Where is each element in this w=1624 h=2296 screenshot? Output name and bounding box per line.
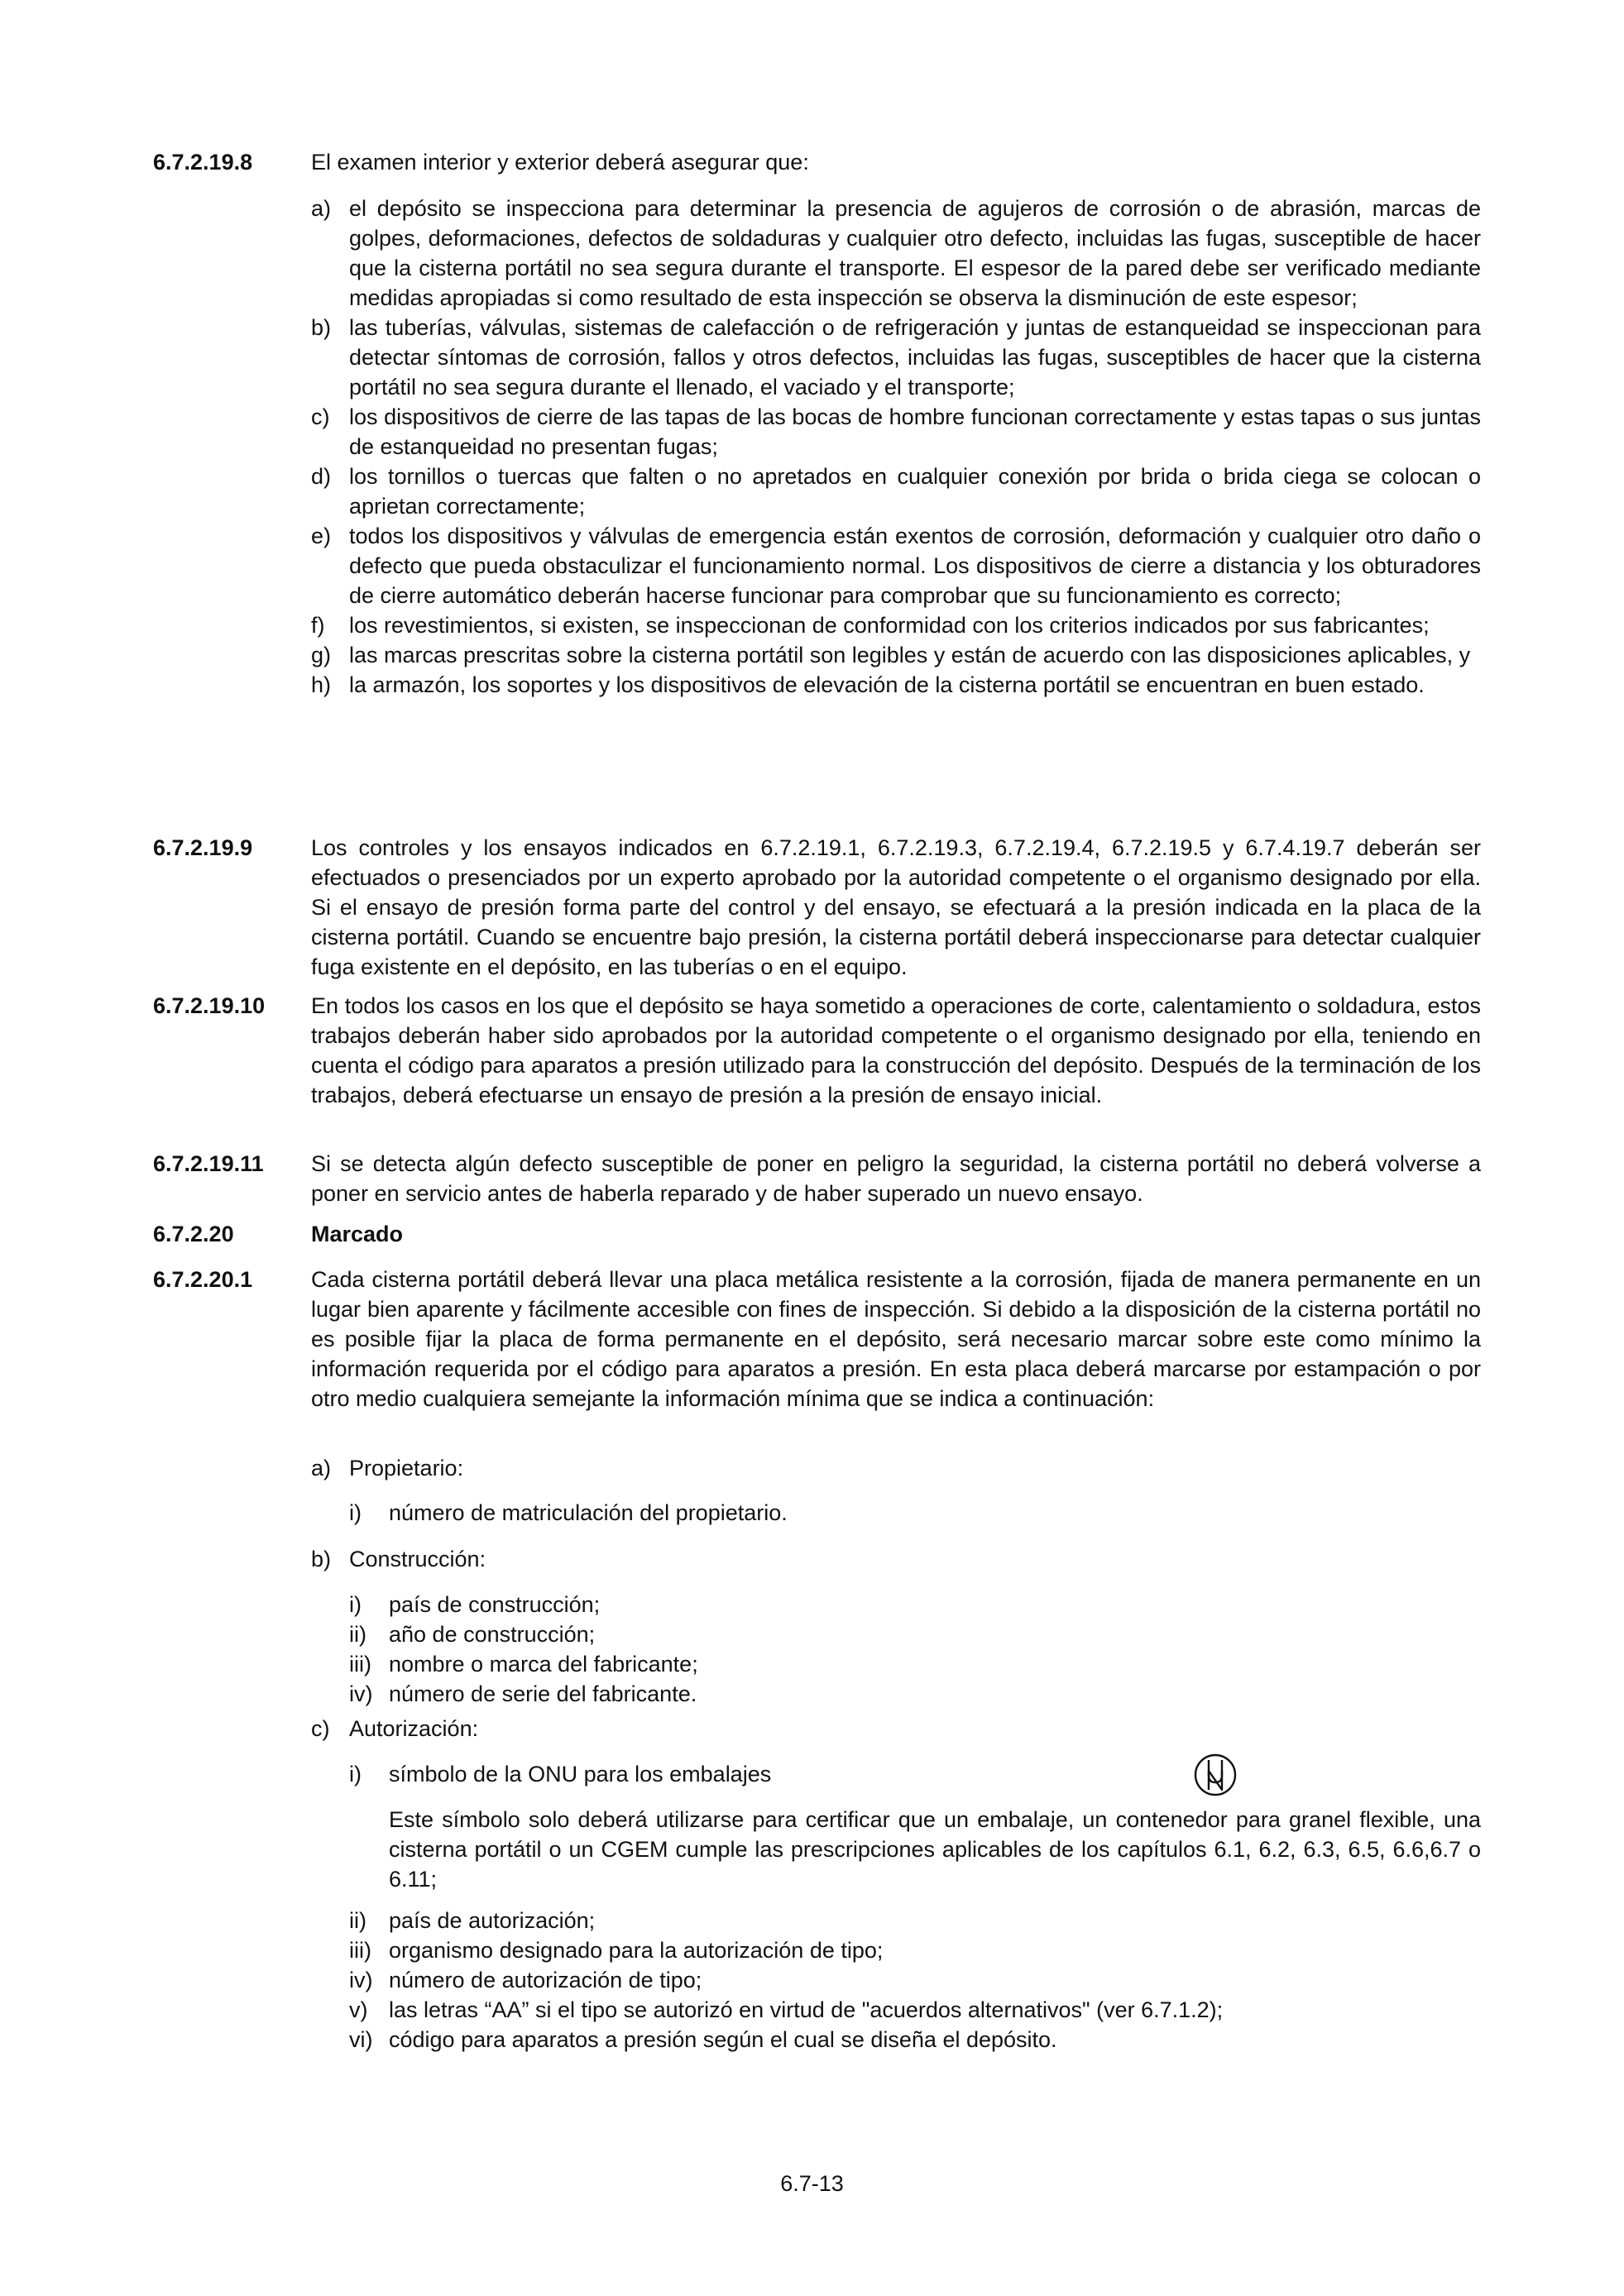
list-item — [349, 1590, 1481, 1619]
list-text: las marcas prescritas sobre la cisterna portátil son legibles y están de acuerdo con las disposiciones aplicables, y — [349, 643, 1471, 667]
subsection-construccion — [311, 1544, 1481, 1574]
autorizacion-list — [0, 1906, 1624, 2054]
list-item — [311, 670, 1481, 700]
list-text: todos los dispositivos y válvulas de emergencia están exentos de corrosión, deformación y cualquier otro daño o defecto que pueda obstaculizar el funcionamiento normal. Los dispositivos de cierre a distancia y los obturadores de cierre automático deberán hacerse funcionar para comprobar que su funcionamiento es correcto; — [349, 524, 1481, 608]
list-item — [311, 402, 1481, 462]
list-label: ii) — [349, 1908, 366, 1933]
list-text: número de matriculación del propietario. — [389, 1500, 788, 1525]
section-number: 6.7.2.19.9 — [153, 835, 253, 860]
list-item — [311, 640, 1481, 670]
list-text: número de autorización de tipo; — [389, 1968, 702, 1992]
list-label: b) — [311, 1547, 332, 1571]
list-label: c) — [311, 404, 330, 429]
section-number: 6.7.2.20.1 — [153, 1267, 253, 1292]
list-text: país de autorización; — [389, 1908, 596, 1933]
list-label: f) — [311, 613, 325, 638]
construccion-list — [0, 1590, 1624, 1709]
inspection-list — [0, 194, 1624, 700]
list-text: nombre o marca del fabricante; — [389, 1652, 698, 1677]
list-item — [311, 313, 1481, 402]
list-label: iv) — [349, 1681, 373, 1706]
list-label: iii) — [349, 1938, 371, 1963]
section-text: En todos los casos en los que el depósito se haya sometido a operaciones de corte, calentamiento o soldadura, estos trabajos deberán haber sido aprobados por la autoridad competente o el organismo designado por ella, teniendo en cuenta el código para aparatos a presión utilizado para la construcción del depósito. Después de la terminación de los trabajos, deberá efectuarse un ensayo de presión a la presión de ensayo inicial. — [311, 993, 1481, 1107]
list-text: las tuberías, válvulas, sistemas de calefacción o de refrigeración y juntas de estanqueidad se inspeccionan para detectar síntomas de corrosión, fallos y otros defectos, incluidas las fugas, susceptibles de hacer que la cisterna portátil no sea segura durante el llenado, el vaciado y el transporte; — [349, 315, 1481, 399]
section-6-7-2-20 — [0, 1219, 1624, 1249]
list-label: i) — [349, 1592, 362, 1617]
section-number: 6.7.2.19.8 — [153, 150, 253, 175]
section-number: 6.7.2.20 — [153, 1222, 234, 1246]
section-text: Cada cisterna portátil deberá llevar una placa metálica resistente a la corrosión, fijada de manera permanente en un lugar bien aparente y fácilmente accesible con fines de inspección. Si debido a la disposición de la cisterna portátil no es posible fijar la placa de forma permanente en el depósito, será necesario marcar sobre este como mínimo la información requerida por el código para aparatos a presión. En esta placa deberá marcarse por estampación o por otro medio cualquiera semejante la información mínima que se indica a continuación: — [311, 1267, 1481, 1411]
section-text: Si se detecta algún defecto susceptible de poner en peligro la seguridad, la cisterna portátil no deberá volverse a poner en servicio antes de haberla reparado y de haber superado un nuevo ensayo. — [311, 1151, 1481, 1206]
section-text: Los controles y los ensayos indicados en 6.7.2.19.1, 6.7.2.19.3, 6.7.2.19.4, 6.7.2.19.5 y 6.7.4.19.7 deberán ser efectuados o presenciados por un experto aprobado por la autoridad competente o el organismo designado por ella. Si el ensayo de presión forma parte del control y del ensayo, se efectuará a la presión indicada en la placa de la cisterna portátil. Cuando se encuentre bajo presión, la cisterna portátil deberá inspeccionarse para detectar cualquier fuga existente en el depósito, en las tuberías o en el equipo. — [311, 835, 1481, 979]
list-item — [349, 1906, 1481, 1935]
list-label: d) — [311, 464, 332, 489]
un-symbol-note: Este símbolo solo deberá utilizarse para certificar que un embalaje, un contenedor para granel flexible, una cisterna portátil o un CGEM cumple las prescripciones aplicables de los capítulos 6.1, 6.2, 6.3, 6.5, 6.6,6.7 o 6.11; — [389, 1807, 1481, 1892]
list-label: i) — [349, 1762, 362, 1787]
list-text: los revestimientos, si existen, se inspeccionan de conformidad con los criterios indicados por sus fabricantes; — [349, 613, 1430, 638]
list-item — [349, 1965, 1481, 1995]
list-label: e) — [311, 524, 332, 548]
list-item — [349, 2025, 1481, 2054]
section-6-7-2-20-1 — [0, 1265, 1624, 1413]
list-text: los tornillos o tuercas que falten o no apretados en cualquier conexión por brida o brida ciega se colocan o aprietan correctamente; — [349, 464, 1481, 519]
list-item — [349, 1498, 1481, 1528]
un-symbol-item — [349, 1759, 1481, 1789]
section-6-7-2-19-11 — [0, 1149, 1624, 1208]
list-item — [349, 1619, 1481, 1649]
list-item — [311, 521, 1481, 610]
section-6-7-2-19-9 — [0, 833, 1624, 982]
list-text: organismo designado para la autorización de tipo; — [389, 1938, 884, 1963]
list-text: país de construcción; — [389, 1592, 601, 1617]
section-heading: Marcado — [311, 1222, 404, 1246]
list-text: la armazón, los soportes y los dispositivos de elevación de la cisterna portátil se encuentran en buen estado. — [349, 672, 1425, 697]
list-item — [349, 1649, 1481, 1679]
list-item — [349, 1679, 1481, 1709]
section-number: 6.7.2.19.11 — [153, 1151, 264, 1176]
list-text: símbolo de la ONU para los embalajes — [389, 1762, 772, 1787]
list-label: i) — [349, 1500, 362, 1525]
list-item — [349, 1995, 1481, 2025]
list-label: h) — [311, 672, 332, 697]
list-label: b) — [311, 315, 332, 340]
list-label: g) — [311, 643, 332, 667]
subsection-propietario — [311, 1453, 1481, 1483]
list-text: los dispositivos de cierre de las tapas de las bocas de hombre funcionan correctamente y estas tapas o sus juntas de estanqueidad no presentan fugas; — [349, 404, 1481, 459]
list-text: año de construcción; — [389, 1622, 596, 1647]
subsection-title: Propietario: — [349, 1456, 464, 1480]
section-intro: El examen interior y exterior deberá asegurar que: — [311, 150, 809, 175]
subsection-title: Construcción: — [349, 1547, 486, 1571]
list-text: el depósito se inspecciona para determinar la presencia de agujeros de corrosión o de abrasión, marcas de golpes, deformaciones, defectos de soldaduras y cualquier otro defecto, incluidas las fugas, susceptible de hacer que la cisterna portátil no sea segura durante el transporte. El espesor de la pared debe ser verificado mediante medidas apropiadas si como resultado de esta inspección se observa la disminución de este espesor; — [349, 196, 1481, 310]
list-label: a) — [311, 1456, 332, 1480]
subsection-title: Autorización: — [349, 1716, 479, 1741]
list-label: iv) — [349, 1968, 373, 1992]
page-number: 6.7-13 — [780, 2171, 844, 2196]
list-label: a) — [311, 196, 332, 221]
list-label: iii) — [349, 1652, 371, 1677]
subsection-autorizacion — [311, 1714, 1481, 1744]
list-label: v) — [349, 1997, 368, 2022]
list-item — [349, 1935, 1481, 1965]
list-text: número de serie del fabricante. — [389, 1681, 697, 1706]
un-packaging-symbol-icon — [1193, 1753, 1238, 1797]
list-item — [311, 462, 1481, 521]
list-item — [311, 194, 1481, 313]
section-6-7-2-19-10 — [0, 991, 1624, 1110]
list-item — [311, 610, 1481, 640]
list-text: código para aparatos a presión según el cual se diseña el depósito. — [389, 2027, 1057, 2052]
section-number: 6.7.2.19.10 — [153, 993, 266, 1018]
list-label: c) — [311, 1716, 330, 1741]
propietario-list — [0, 1498, 1624, 1528]
list-text: las letras “AA” si el tipo se autorizó en virtud de "acuerdos alternativos" (ver 6.7.1.2); — [389, 1997, 1224, 2022]
list-label: vi) — [349, 2027, 373, 2052]
list-label: ii) — [349, 1622, 366, 1647]
section-6-7-2-19-8 — [0, 147, 1624, 177]
